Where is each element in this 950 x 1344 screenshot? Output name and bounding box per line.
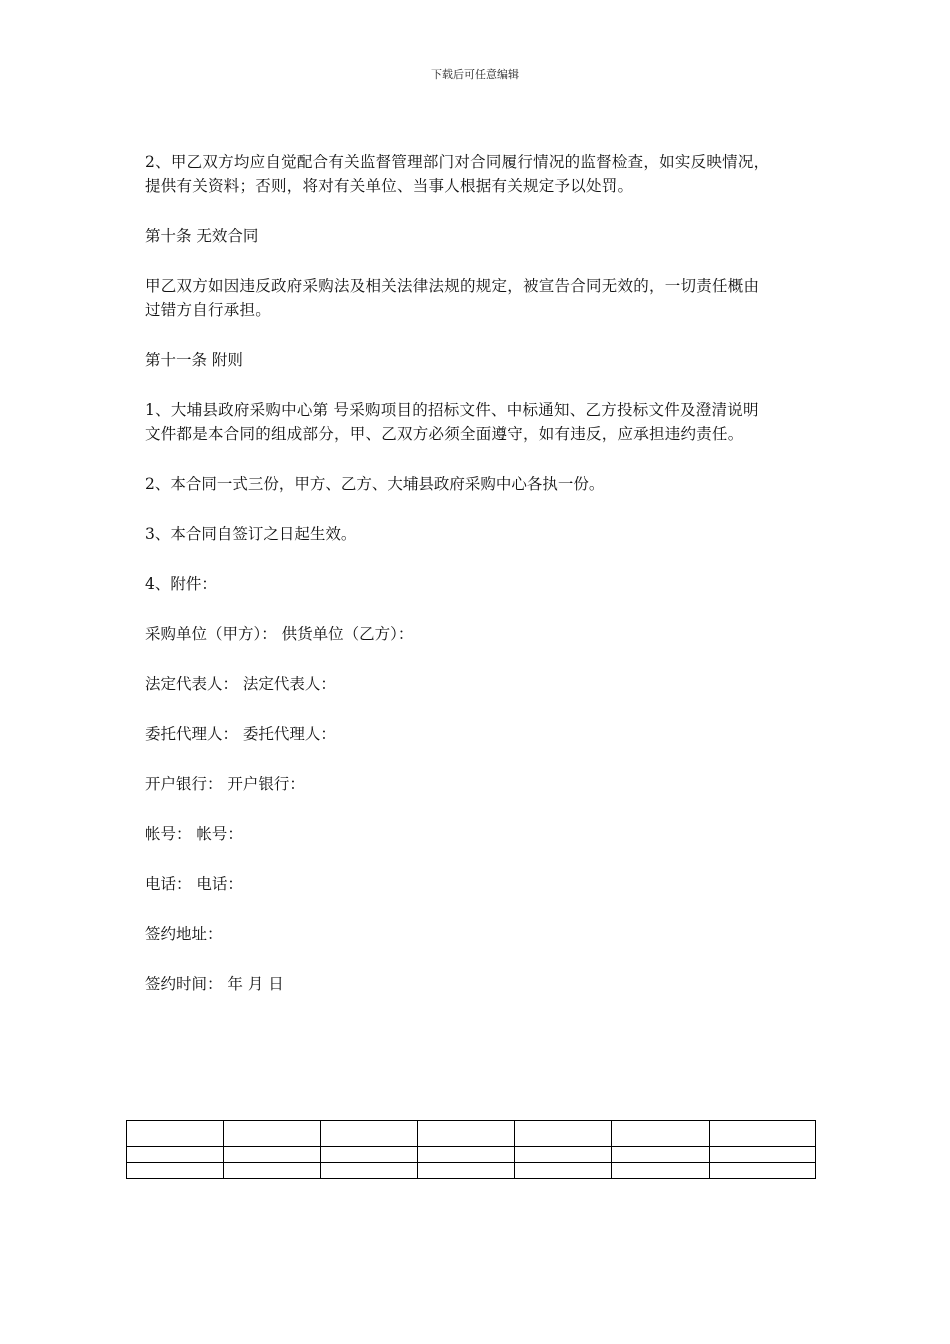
table-cell (224, 1163, 321, 1179)
text-line: 文件都是本合同的组成部分，甲、乙双方必须全面遵守，如有违反，应承担违约责任。 (145, 425, 744, 443)
text-line: 4、附件： (145, 575, 217, 593)
table-cell (127, 1163, 224, 1179)
table-row (127, 1163, 816, 1179)
signature-date (145, 972, 810, 996)
table-cell (321, 1121, 418, 1147)
text-line: 2、本合同一式三份，甲方、乙方、大埔县政府采购中心各执一份。 (145, 475, 605, 493)
document-body (145, 150, 810, 996)
signature-agent (145, 722, 810, 746)
text-line: 委托代理人： 委托代理人： (145, 725, 336, 743)
signature-parties (145, 622, 810, 646)
clause-11-item-2 (145, 472, 810, 496)
table-cell (515, 1163, 612, 1179)
table-cell (710, 1121, 816, 1147)
table-row (127, 1147, 816, 1163)
clause-11-item-1 (145, 398, 810, 446)
signature-phone (145, 872, 810, 896)
table-cell (418, 1163, 515, 1179)
text-line: 帐号： 帐号： (145, 825, 243, 843)
text-line: 2、甲乙双方均应自觉配合有关监督管理部门对合同履行情况的监督检查，如实反映情况， (145, 153, 770, 171)
table-cell (418, 1147, 515, 1163)
table-cell (321, 1163, 418, 1179)
text-line: 开户银行： 开户银行： (145, 775, 305, 793)
clause-10-heading (145, 224, 810, 248)
text-line: 采购单位（甲方）： 供货单位（乙方）： (145, 625, 414, 643)
signature-address (145, 922, 810, 946)
table-cell (515, 1147, 612, 1163)
signature-legal-rep (145, 672, 810, 696)
text-line: 3、本合同自签订之日起生效。 (145, 525, 357, 543)
signature-bank (145, 772, 810, 796)
clause-10-body (145, 274, 810, 322)
table-cell (321, 1147, 418, 1163)
text-line: 甲乙双方如因违反政府采购法及相关法律法规的规定，被宣告合同无效的，一切责任概由 (145, 277, 760, 295)
clause-11-item-4 (145, 572, 810, 596)
text-line: 签约时间： 年 月 日 (145, 975, 284, 993)
table-cell (224, 1147, 321, 1163)
text-line: 过错方自行承担。 (145, 301, 272, 319)
text-line: 签约地址： (145, 925, 223, 943)
text-line: 法定代表人： 法定代表人： (145, 675, 336, 693)
table-cell (612, 1147, 710, 1163)
text-line: 第十一条 附则 (145, 351, 243, 369)
table-cell (612, 1163, 710, 1179)
blank-table (126, 1120, 816, 1179)
table-cell (224, 1121, 321, 1147)
table-cell (612, 1121, 710, 1147)
table-cell (418, 1121, 515, 1147)
table-cell (710, 1163, 816, 1179)
table-cell (515, 1121, 612, 1147)
text-line: 电话： 电话： (145, 875, 243, 893)
header-note: 下载后可任意编辑 (431, 68, 519, 81)
clause-9-item-2 (145, 150, 810, 198)
text-line: 提供有关资料；否则，将对有关单位、当事人根据有关规定予以处罚。 (145, 177, 634, 195)
text-line: 1、大埔县政府采购中心第 号采购项目的招标文件、中标通知、乙方投标文件及澄清说明 (145, 401, 759, 419)
signature-account (145, 822, 810, 846)
text-line: 第十条 无效合同 (145, 227, 259, 245)
table-cell (710, 1147, 816, 1163)
table-cell (127, 1121, 224, 1147)
table-row (127, 1121, 816, 1147)
clause-11-heading (145, 348, 810, 372)
clause-11-item-3 (145, 522, 810, 546)
table-cell (127, 1147, 224, 1163)
